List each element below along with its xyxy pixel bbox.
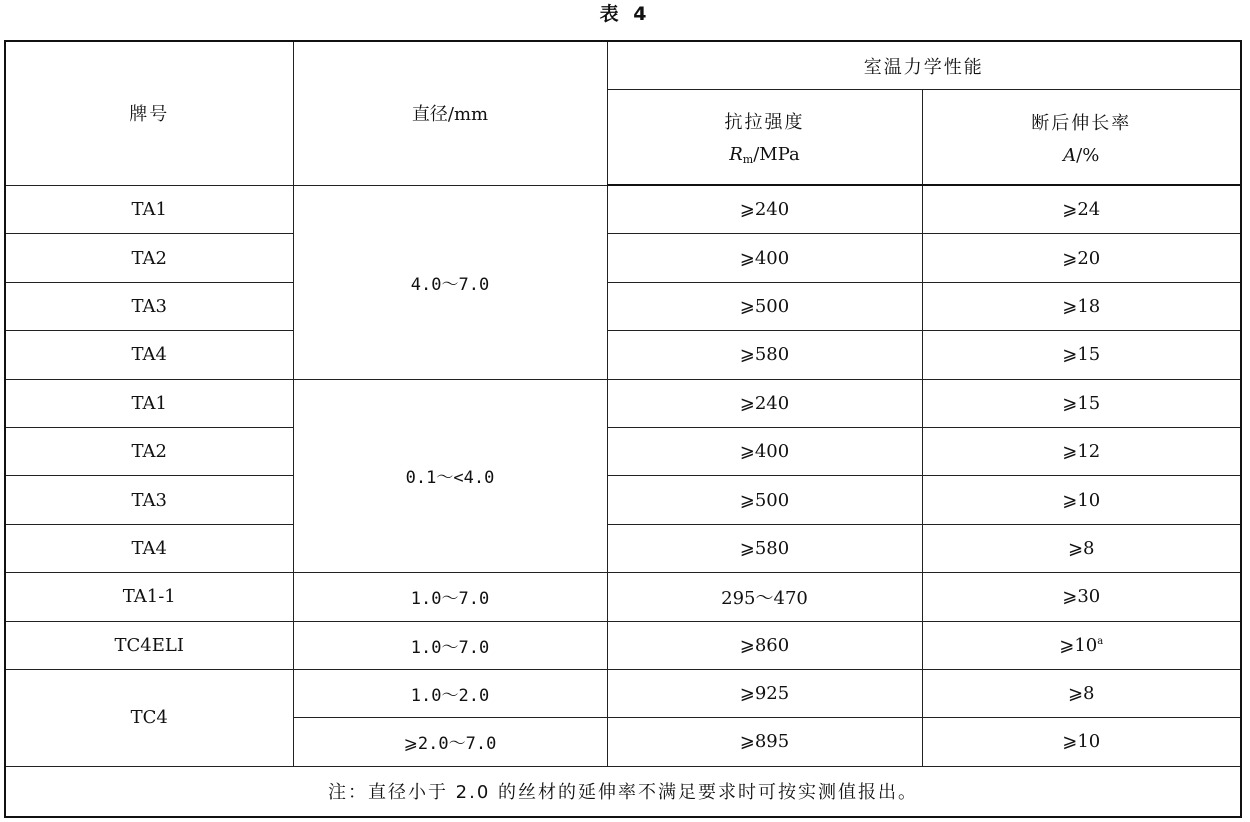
elongation-cell: ⩾10 (922, 718, 1241, 766)
tensile-cell: ⩾580 (607, 331, 922, 379)
table-row (5, 573, 1241, 621)
grade-cell: TA1 (5, 379, 293, 427)
grade-cell: TA2 (5, 427, 293, 475)
header-elongation-unit: A/% (1063, 144, 1100, 166)
table-row (5, 524, 1241, 572)
table-row (5, 427, 1241, 475)
note-row (5, 766, 1241, 817)
elongation-cell: ⩾15 (922, 379, 1241, 427)
diameter-cell: 1.0～2.0 (293, 669, 607, 717)
grade-cell: TC4 (5, 669, 293, 766)
grade-cell: TA1 (5, 185, 293, 234)
header-elongation-label: 断后伸长率 (1031, 112, 1132, 134)
grade-cell: TA4 (5, 331, 293, 379)
table-row (5, 282, 1241, 330)
diameter-cell: ⩾2.0～7.0 (293, 718, 607, 766)
tensile-cell: ⩾500 (607, 476, 922, 524)
elongation-cell: ⩾30 (922, 573, 1241, 621)
table-row (5, 476, 1241, 524)
tensile-cell: 295～470 (607, 573, 922, 621)
tensile-cell: ⩾240 (607, 185, 922, 234)
elongation-cell: ⩾20 (922, 234, 1241, 282)
grade-cell: TA2 (5, 234, 293, 282)
grade-cell: TA3 (5, 476, 293, 524)
tensile-cell: ⩾895 (607, 718, 922, 766)
table-note: 注：直径小于 2.0 的丝材的延伸率不满足要求时可按实测值报出。 (5, 766, 1241, 817)
elongation-cell: ⩾8 (922, 524, 1241, 572)
table-row (5, 669, 1241, 717)
header-tensile-label: 抗拉强度 (724, 112, 805, 133)
table-row (5, 185, 1241, 234)
header-tensile-unit: $R_m$/MPa (729, 144, 800, 166)
diameter-cell: 1.0～7.0 (293, 621, 607, 669)
diameter-cell: 1.0～7.0 (293, 573, 607, 621)
tensile-cell: ⩾500 (607, 282, 922, 330)
table-row (5, 621, 1241, 669)
elongation-cell: ⩾12 (922, 427, 1241, 475)
table-caption: 表 4 (599, 3, 651, 25)
tensile-cell: ⩾400 (607, 234, 922, 282)
elongation-value: ⩾10 (1059, 634, 1098, 656)
tensile-cell: ⩾580 (607, 524, 922, 572)
tensile-cell: ⩾400 (607, 427, 922, 475)
header-elongation (922, 90, 1241, 186)
header-row-1 (5, 41, 1241, 90)
header-room-temp-properties: 室温力学性能 (607, 41, 1241, 90)
mechanical-properties-table (4, 40, 1242, 818)
table-row (5, 331, 1241, 379)
grade-cell: TA3 (5, 282, 293, 330)
table-row (5, 379, 1241, 427)
diameter-cell: 4.0～7.0 (293, 185, 607, 379)
tensile-cell: ⩾240 (607, 379, 922, 427)
elongation-cell: ⩾10 (922, 476, 1241, 524)
tensile-cell: ⩾925 (607, 669, 922, 717)
elongation-cell: ⩾8 (922, 669, 1241, 717)
header-tensile-strength (607, 90, 922, 186)
grade-cell: TA4 (5, 524, 293, 572)
elongation-cell: ⩾18 (922, 282, 1241, 330)
elongation-cell (922, 621, 1241, 669)
footnote-mark: a (1097, 635, 1104, 647)
header-grade: 牌号 (5, 41, 293, 185)
grade-cell: TA1-1 (5, 573, 293, 621)
elongation-cell: ⩾15 (922, 331, 1241, 379)
elongation-cell: ⩾24 (922, 185, 1241, 234)
tensile-cell: ⩾860 (607, 621, 922, 669)
diameter-cell: 0.1～<4.0 (293, 379, 607, 573)
grade-cell: TC4ELI (5, 621, 293, 669)
header-diameter: 直径/mm (293, 41, 607, 185)
table-row (5, 234, 1241, 282)
